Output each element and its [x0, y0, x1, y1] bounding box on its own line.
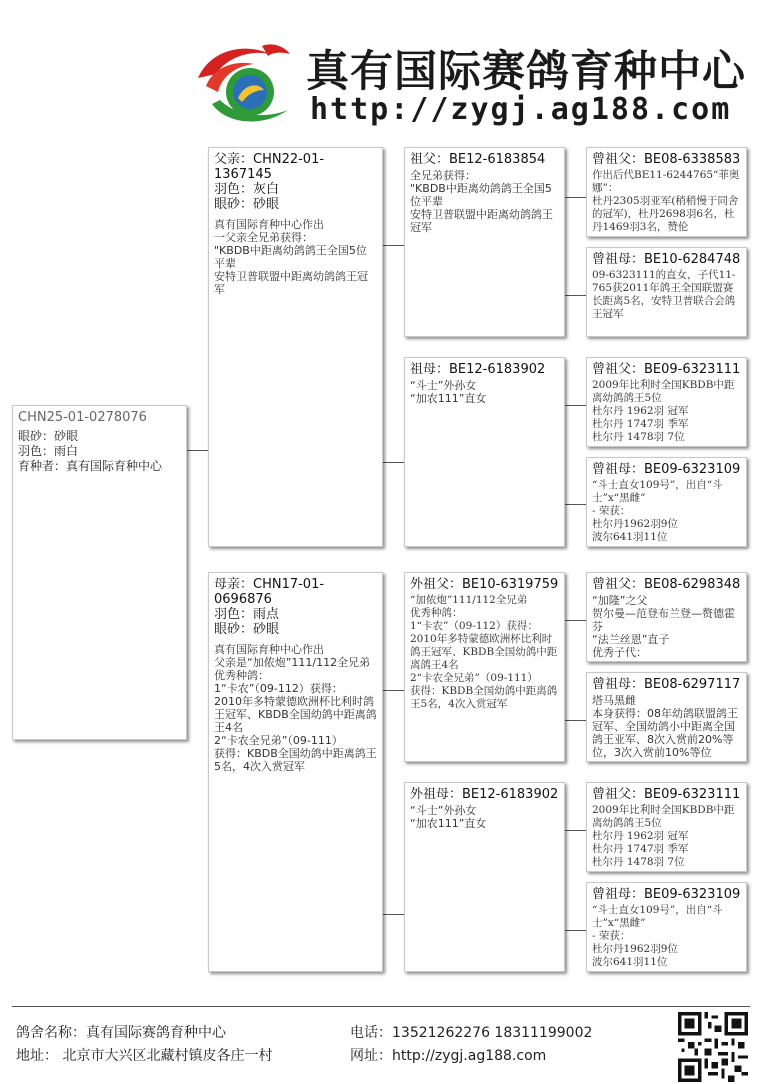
subject-breeder: 育种者：真有国际育种中心	[18, 459, 163, 473]
connector	[564, 720, 586, 721]
subject-eye: 眼砂：砂眼	[18, 429, 79, 443]
dam-notes: 真有国际育种中心作出 父亲是“加侬炮”111/112全兄弟 优秀种鸽： 1“卡农”（09-112）获得： 2010年多特蒙德欧洲杯比利时鸽王冠军、KBDB全国幼鸽中距离鸽王4名 2“卡农全兄弟”（09-111） 获得：KBDB全国幼鸽中距离鸽王5名，4次入赏冠军	[214, 643, 377, 773]
great-grandparent-notes: 2009年比利时全国KBDB中距离幼鸽鸽王5位 杜尔丹 1962羽 冠军 杜尔丹 1747羽 季军 杜尔丹 1478羽 7位	[592, 804, 735, 868]
connector	[382, 690, 404, 691]
footer-loft-name: 鸽舍名称：真有国际赛鸽育种中心	[16, 1025, 226, 1041]
sire-notes: 真有国际育种中心作出 一父亲全兄弟获得： "KBDB中距离幼鸽鸽王全国5位平辈 安特卫普联盟中距离幼鸽鸽王冠军	[214, 218, 368, 296]
maternal-granddam-notes: “斗士”外孙女 “加农111”直女	[410, 804, 487, 830]
maternal-grandsire-ring: 外祖父：BE10-6319759	[410, 577, 559, 592]
connector	[564, 295, 586, 296]
great-grandparent-ring: 曾祖母：BE09-6323109	[592, 887, 741, 902]
dam-eye: 眼砂：砂眼	[214, 622, 280, 637]
sire-ring: 父亲：CHN22-01-1367145	[214, 152, 325, 182]
footer-address: 地址： 北京市大兴区北藏村镇皮各庄一村	[16, 1048, 273, 1064]
great-grandparent-notes: 2009年比利时全国KBDB中距离幼鸽鸽王5位 杜尔丹 1962羽 冠军 杜尔丹 1747羽 季军 杜尔丹 1478羽 7位	[592, 379, 735, 443]
great-grandparent-ring: 曾祖母：BE09-6323109	[592, 462, 741, 477]
dam-card[interactable]	[208, 572, 383, 972]
connector	[564, 405, 586, 406]
footer-divider	[12, 1006, 750, 1007]
subject-ring: CHN25-01-0278076	[18, 410, 147, 425]
great-grandparent-ring: 曾祖母：BE08-6297117	[592, 677, 741, 692]
connector	[382, 245, 404, 246]
great-grandparent-ring: 曾祖父：BE09-6323111	[592, 787, 741, 802]
great-grandparent-card[interactable]	[586, 357, 747, 447]
great-grandparent-notes: 09-6323111的直女，子代11-765获2011年鸽王全国联盟赛长距离5名，安特卫普联合会鸽王冠军	[592, 269, 736, 320]
connector	[382, 914, 404, 915]
maternal-grandsire-notes: “加侬炮”111/112全兄弟 优秀种鸽： 1“卡农”（09-112）获得： 2010年多特蒙德欧洲杯比利时鸽王冠军、KBDB全国幼鸽中距离鸽王4名 2“卡农全兄弟”（09-111） 获得：KBDB全国幼鸽中距离鸽王5名，4次入赏冠军	[410, 594, 558, 710]
great-grandparent-card[interactable]	[586, 782, 747, 872]
connector	[382, 462, 404, 463]
subject-card[interactable]	[12, 405, 187, 740]
dam-ring: 母亲：CHN17-01-0696876	[214, 577, 325, 607]
connector	[564, 620, 586, 621]
connector	[564, 197, 586, 198]
great-grandparent-card[interactable]	[586, 247, 747, 337]
sire-color: 羽色：灰白	[214, 182, 280, 197]
paternal-granddam-ring: 祖母：BE12-6183902	[410, 362, 546, 377]
paternal-grandsire-notes: 全兄弟获得： "KBDB中距离幼鸽鸽王全国5位平辈 安特卫普联盟中距离幼鸽鸽王冠军	[410, 169, 553, 234]
connector	[564, 504, 586, 505]
paternal-granddam-notes: “斗士”外孙女 “加农111”直女	[410, 379, 487, 405]
footer-phone: 电话：13521262276 18311199002	[350, 1025, 593, 1041]
great-grandparent-card[interactable]	[586, 457, 747, 547]
great-grandparent-ring: 曾祖父：BE08-6298348	[592, 577, 741, 592]
subject-color: 羽色：雨白	[18, 444, 79, 458]
paternal-grandsire-card[interactable]	[404, 147, 565, 337]
brand-title: 真有国际赛鸽育种中心	[306, 47, 746, 97]
brand-url: http://zygj.ag188.com	[310, 92, 732, 127]
dam-color: 羽色：雨点	[214, 607, 280, 622]
great-grandparent-notes: 作出后代BE11-6244765“菲奥娜”： 杜丹2305羽亚军(稍稍慢于同舍的冠军)，杜丹2698羽6名，杜丹1469羽3名，赞伦	[592, 169, 740, 233]
sire-card[interactable]	[208, 147, 383, 547]
great-grandparent-ring: 曾祖父：BE09-6323111	[592, 362, 741, 377]
maternal-grandsire-card[interactable]	[404, 572, 565, 762]
paternal-granddam-card[interactable]	[404, 357, 565, 547]
great-grandparent-card[interactable]	[586, 882, 747, 972]
great-grandparent-card[interactable]	[586, 147, 747, 237]
connector	[564, 830, 586, 831]
maternal-granddam-ring: 外祖母：BE12-6183902	[410, 787, 559, 802]
great-grandparent-ring: 曾祖父：BE08-6338583	[592, 152, 741, 167]
great-grandparent-card[interactable]	[586, 672, 747, 762]
great-grandparent-ring: 曾祖母：BE10-6284748	[592, 252, 741, 267]
great-grandparent-notes: 塔马黑雌 本身获得：08年幼鸽联盟鸽王冠军、全国幼鸽小中距离全国鸽王亚军、8次入赏前20%等位，3次入赏前10%等位	[592, 694, 738, 759]
connector	[564, 930, 586, 931]
great-grandparent-notes: “加隆”之父 贺尔曼—范登布兰登—赘德霍芬 “法兰丝恩”直子 优秀子代：	[592, 594, 735, 659]
qr-code-icon	[678, 1012, 748, 1082]
maternal-granddam-card[interactable]	[404, 782, 565, 972]
sire-eye: 眼砂：砂眼	[214, 197, 280, 212]
great-grandparent-card[interactable]	[586, 572, 747, 662]
great-grandparent-notes: “斗士直女109号”，出自“斗士”x“黑雌” - 荣获： 杜尔丹1962羽9位 波尔641羽11位	[592, 479, 723, 543]
connector	[186, 450, 208, 451]
brand-logo	[192, 40, 300, 130]
paternal-grandsire-ring: 祖父：BE12-6183854	[410, 152, 546, 167]
footer-website[interactable]: 网址：http://zygj.ag188.com	[350, 1048, 547, 1064]
great-grandparent-notes: “斗士直女109号”，出自“斗士”x“黑雌” - 荣获： 杜尔丹1962羽9位 波尔641羽11位	[592, 904, 723, 968]
